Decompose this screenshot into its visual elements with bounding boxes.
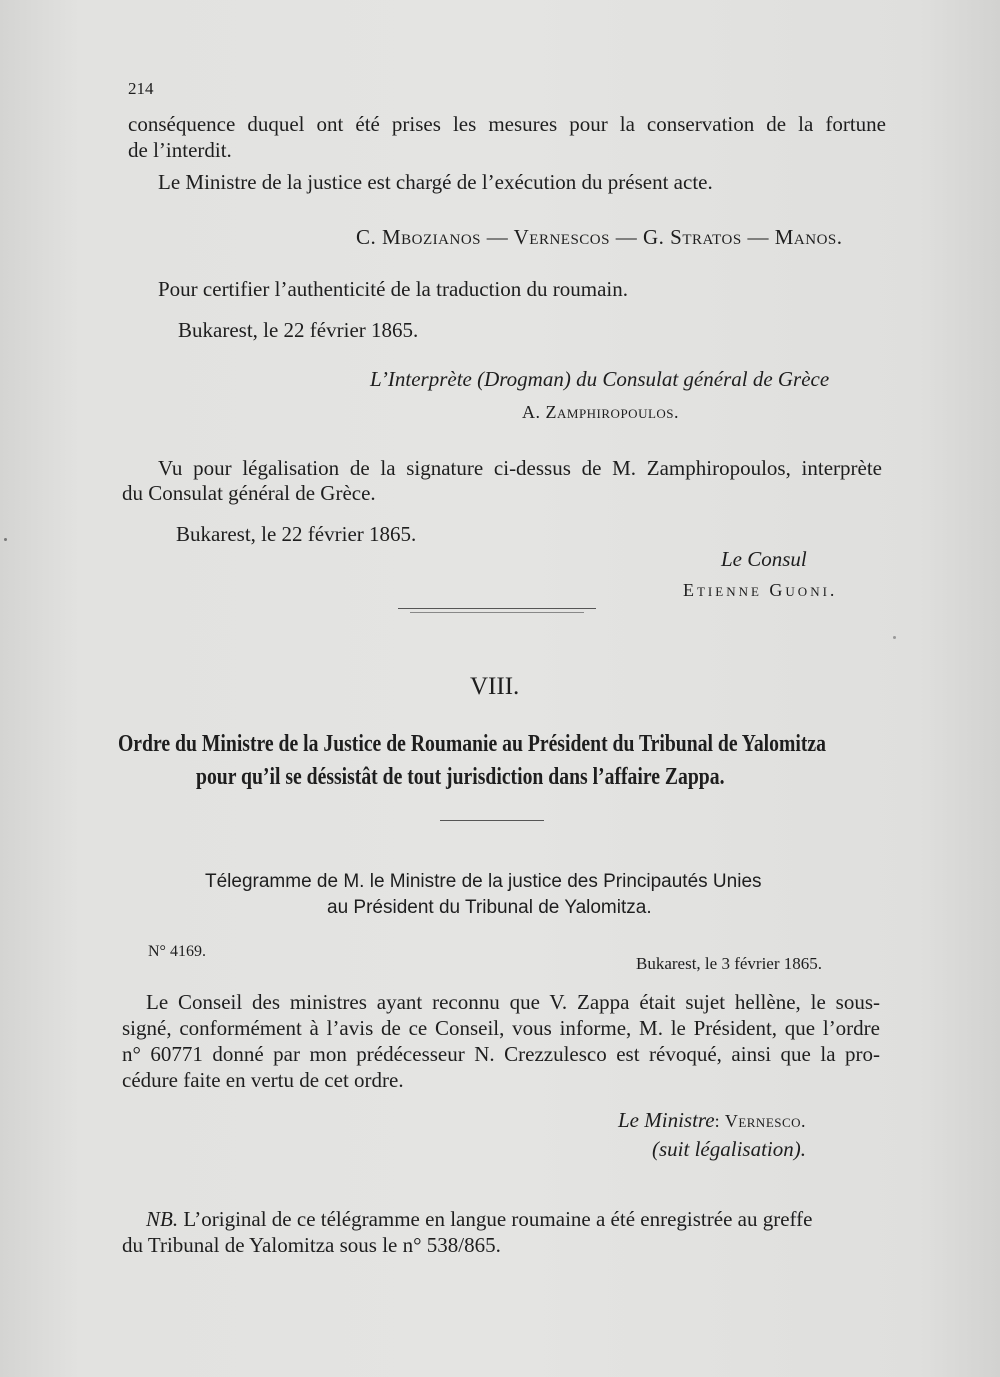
place-date: Bukarest, le 22 février 1865. xyxy=(176,522,417,546)
paper-speck xyxy=(893,636,896,639)
section-title-line: Ordre du Ministre de la Justice de Roumanie au Président du Tribunal de Yalomitza xyxy=(118,731,826,757)
telegram-heading-line: au Président du Tribunal de Yalomitza. xyxy=(327,897,652,918)
telegram-heading-line: Télegramme de M. le Ministre de la justice des Principautés Unies xyxy=(205,871,762,892)
telegram-body-line: n° 60771 donné par mon prédécesseur N. Crezzulesco est révoqué, ainsi que la pro- xyxy=(122,1042,880,1066)
interpreter-title: L’Interprète (Drogman) du Consulat général de Grèce xyxy=(370,367,830,391)
paragraph-line: de l’interdit. xyxy=(128,138,232,162)
legalisation-note: (suit légalisation). xyxy=(652,1137,806,1161)
signatories: C. Mbozianos — Vernescos — G. Stratos — Manos. xyxy=(356,225,843,249)
section-title-line: pour qu’il se déssistât de tout jurisdiction dans l’affaire Zappa. xyxy=(196,764,725,790)
paragraph-line: Le Ministre de la justice est chargé de l’exécution du présent acte. xyxy=(158,170,713,194)
telegram-body-line: cédure faite en vertu de cet ordre. xyxy=(122,1068,404,1092)
minister-signature xyxy=(618,1107,806,1134)
telegram-body-line: Le Conseil des ministres ayant reconnu que V. Zappa était sujet hellène, le sous- xyxy=(146,990,880,1014)
place-date: Bukarest, le 22 février 1865. xyxy=(178,318,419,342)
telegram-number: N° 4169. xyxy=(148,943,206,960)
minister-title: Le Ministre xyxy=(618,1108,715,1132)
nb-text: L’original de ce télégramme en langue roumaine a été enregistrée au greffe xyxy=(178,1207,813,1231)
telegram-place-date: Bukarest, le 3 février 1865. xyxy=(636,954,822,973)
interpreter-name: A. Zamphiropoulos. xyxy=(522,402,680,422)
nb-line: du Tribunal de Yalomitza sous le n° 538/865. xyxy=(122,1233,501,1257)
divider xyxy=(410,612,584,613)
consul-title: Le Consul xyxy=(721,547,807,571)
minister-name: : Vernesco. xyxy=(714,1111,807,1131)
certification-line: Pour certifier l’authenticité de la traduction du roumain. xyxy=(158,277,628,301)
divider xyxy=(440,820,544,821)
telegram-body-line: signé, conformément à l’avis de ce Conseil, vous informe, M. le Président, que l’ordre xyxy=(122,1016,880,1040)
consul-name: Etienne Guoni. xyxy=(683,580,838,600)
legalisation-line: du Consulat général de Grèce. xyxy=(122,481,376,505)
nb-label: NB. xyxy=(146,1207,179,1231)
nb-line xyxy=(146,1206,812,1232)
page-number: 214 xyxy=(128,79,154,98)
divider xyxy=(398,608,596,609)
paragraph-line: conséquence duquel ont été prises les mesures pour la conservation de la fortune xyxy=(128,112,886,136)
section-number: VIII. xyxy=(470,673,520,700)
legalisation-line: Vu pour légalisation de la signature ci-dessus de M. Zamphiropoulos, interprète xyxy=(158,456,882,480)
paper-speck xyxy=(4,538,7,541)
